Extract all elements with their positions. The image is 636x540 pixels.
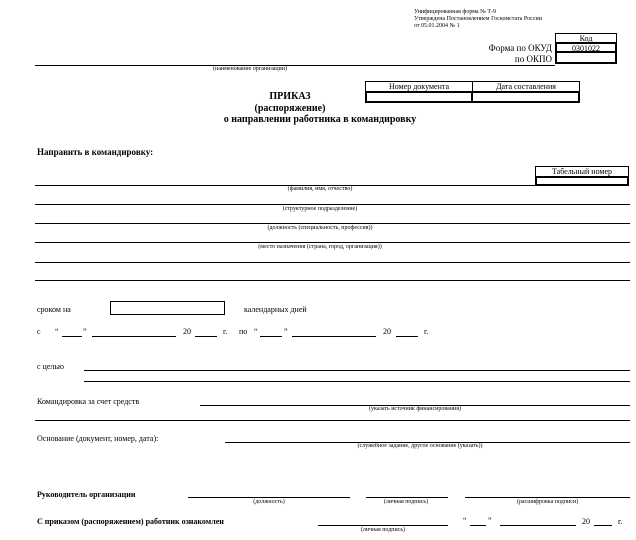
funding-label: Командировка за счет средств — [37, 397, 140, 406]
destination-field-3[interactable] — [35, 280, 630, 281]
date-from-label: с — [37, 327, 41, 336]
basis-caption: (служебное задание, другое основание (указать)) — [357, 443, 483, 449]
ack-year-prefix: 20 — [582, 517, 590, 526]
purpose-label: с целью — [37, 362, 64, 371]
ack-day-field[interactable] — [470, 525, 486, 526]
term-label: сроком на — [37, 305, 71, 314]
date-to-label: по — [239, 327, 248, 336]
order-title — [200, 91, 380, 115]
date-from-year-field[interactable] — [195, 336, 217, 337]
date-from-quote-open: “ — [55, 327, 59, 336]
funding-field-2[interactable] — [35, 420, 630, 421]
date-to-year-suffix: г. — [424, 327, 429, 336]
head-decoding-caption: (расшифровка подписи) — [516, 499, 579, 505]
date-from-year-prefix: 20 — [183, 327, 191, 336]
tab-number-cell[interactable] — [535, 176, 629, 186]
order-title-line2: (распоряжение) — [254, 103, 326, 114]
ack-year-field[interactable] — [594, 525, 612, 526]
date-from-month-field[interactable] — [92, 336, 176, 337]
destination-caption: (место назначения (страна, город, организация)) — [258, 244, 382, 250]
destination-field-2[interactable] — [35, 262, 630, 263]
head-position-field[interactable] — [188, 497, 350, 498]
head-signature-field[interactable] — [366, 497, 448, 498]
date-from-year-suffix: г. — [223, 327, 228, 336]
dept-caption: (структурное подразделение) — [282, 206, 358, 212]
form-number-text: Унифицированная форма № Т-9 — [414, 9, 497, 15]
ack-label: С приказом (распоряжением) работник ознакомлен — [37, 517, 224, 526]
date-to-quote-close: ” — [284, 327, 288, 336]
head-signature-caption: (личная подпись) — [383, 499, 429, 505]
code-header-label: Код — [579, 34, 593, 43]
ack-month-field[interactable] — [500, 525, 576, 526]
ack-signature-caption: (личная подпись) — [360, 527, 406, 533]
date-from-day-field[interactable] — [62, 336, 82, 337]
okud-code-cell[interactable] — [555, 42, 617, 53]
date-to-month-field[interactable] — [292, 336, 376, 337]
tab-number-header-label: Табельный номер — [551, 167, 613, 176]
head-position-caption: (должность) — [253, 499, 285, 505]
okpo-label: по ОКПО — [514, 54, 552, 64]
position-field[interactable] — [35, 223, 630, 224]
date-to-day-field[interactable] — [260, 336, 282, 337]
doc-number-header-label: Номер документа — [388, 82, 449, 91]
fio-caption: (фамилия, имя, отчество) — [287, 186, 353, 192]
position-caption: (должность (специальность, профессия)) — [267, 225, 373, 231]
head-decoding-field[interactable] — [465, 497, 630, 498]
head-label: Руководитель организации — [37, 490, 136, 499]
purpose-field[interactable] — [84, 370, 630, 371]
form-approval-text: Утверждена Постановлением Госкомстата России — [414, 16, 542, 22]
funding-caption: (указать источник финансирования) — [369, 406, 461, 412]
ack-year-suffix: г. — [618, 517, 623, 526]
order-subtitle: о направлении работника в командировку — [223, 114, 417, 125]
destination-field[interactable] — [35, 242, 630, 243]
date-to-quote-open: “ — [254, 327, 258, 336]
dept-field[interactable] — [35, 204, 630, 205]
form-header — [414, 9, 542, 30]
term-unit-label: календарных дней — [244, 305, 307, 314]
section-title: Направить в командировку: — [37, 147, 154, 157]
ack-quote-close: ” — [488, 516, 492, 525]
org-name-caption: (наименование организации) — [213, 66, 287, 72]
term-days-input[interactable] — [110, 301, 225, 315]
okud-label: Форма по ОКУД — [488, 43, 552, 53]
date-to-year-field[interactable] — [396, 336, 418, 337]
date-to-year-prefix: 20 — [383, 327, 391, 336]
doc-number-cell[interactable] — [365, 91, 473, 103]
date-from-quote-close: ” — [83, 327, 87, 336]
form-approval-date-text: от 05.01.2004 № 1 — [414, 23, 460, 29]
ack-signature-field[interactable] — [318, 525, 448, 526]
purpose-field-2[interactable] — [84, 381, 630, 382]
okud-code-value: 0301022 — [572, 44, 600, 53]
doc-date-header-label: Дата составления — [496, 82, 556, 91]
basis-label: Основание (документ, номер, дата): — [37, 434, 159, 443]
ack-quote-open: “ — [463, 516, 467, 525]
doc-date-cell[interactable] — [472, 91, 580, 103]
okpo-code-cell[interactable] — [555, 53, 617, 64]
order-title-line1: ПРИКАЗ — [269, 91, 311, 102]
